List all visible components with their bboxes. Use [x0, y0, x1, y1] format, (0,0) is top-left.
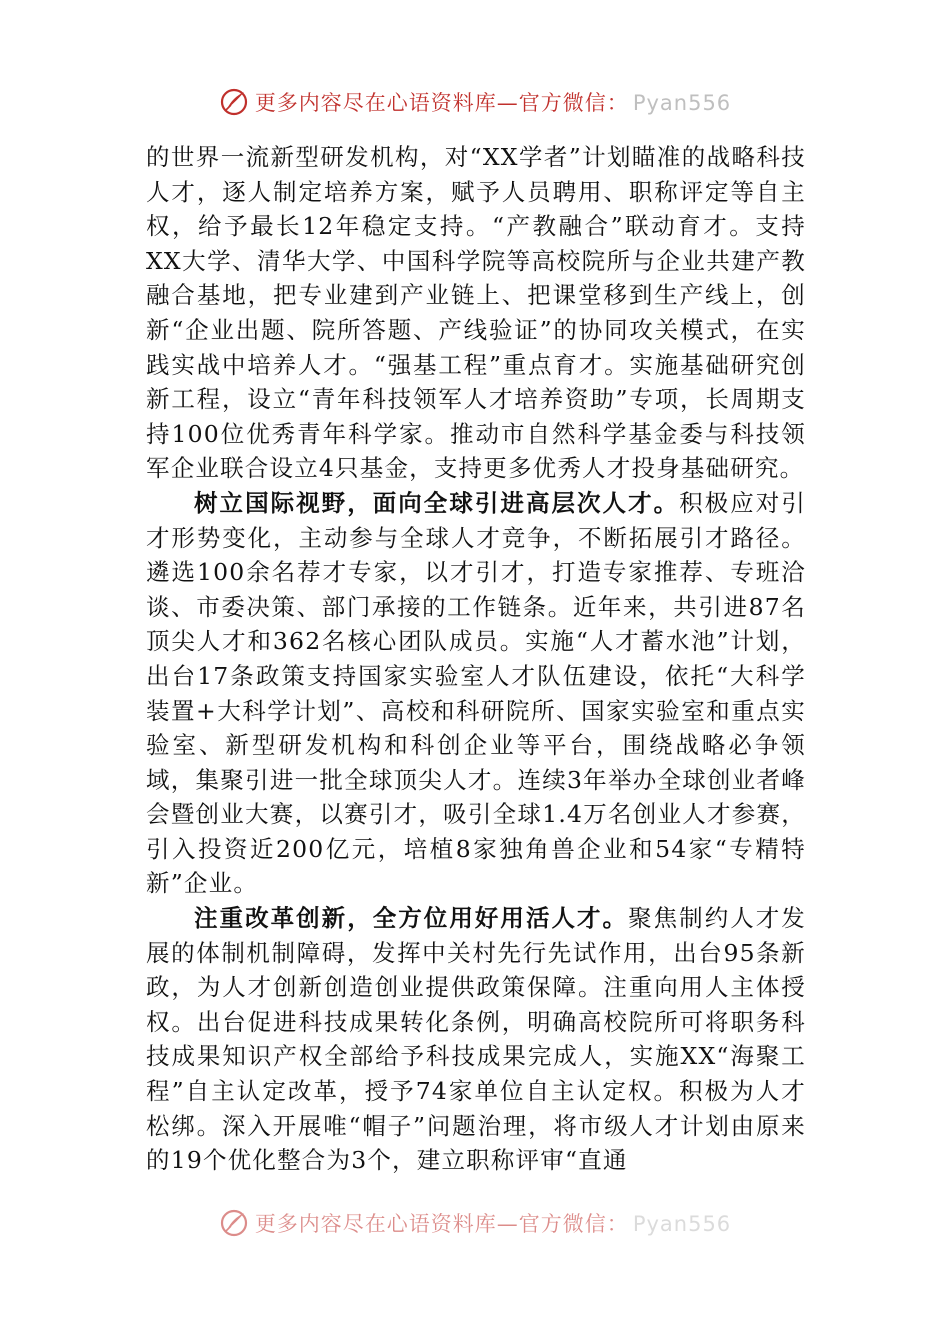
watermark-label: 更多内容尽在心语资料库—官方微信：	[254, 91, 629, 115]
watermark-code: Pyan556	[632, 91, 732, 115]
watermark-code-footer: Pyan556	[632, 1212, 732, 1236]
watermark-text	[255, 87, 731, 117]
watermark-footer	[0, 1203, 950, 1243]
feather-circle-icon	[219, 87, 249, 117]
paragraph-1-body: 的世界一流新型研发机构，对“XX学者”计划瞄准的战略科技人才，逐人制定培养方案，赋予人员聘用、职称评定等自主权，给予最长12年稳定支持。“产教融合”联动育才。支持XX大学、清华大学、中国科学院等高校院所与企业共建产教融合基地，把专业建到产业链上、把课堂移到生产线上，创新“企业出题、院所答题、产线验证”的协同攻关模式，在实践实战中培养人才。“强基工程”重点育才。实施基础研究创新工程，设立“青年科技领军人才培养资助”专项，长周期支持100位优秀青年科学家。推动市自然科学基金委与科技领军企业联合设立4只基金，支持更多优秀人才投身基础研究。	[146, 143, 806, 483]
watermark-header	[0, 82, 950, 122]
paragraph-3	[146, 901, 806, 1178]
paragraph-3-body: 聚焦制约人才发展的体制机制障碍，发挥中关村先行先试作用，出台95条新政，为人才创新创造创业提供政策保障。注重向用人主体授权。出台促进科技成果转化条例，明确高校院所可将职务科技成果知识产权全部给予科技成果完成人，实施XX“海聚工程”自主认定改革，授予74家单位自主认定权。积极为人才松绑。深入开展唯“帽子”问题治理，将市级人才计划由原来的19个优化整合为3个，建立职称评审“直通	[146, 904, 806, 1175]
document-body	[146, 140, 806, 1204]
watermark-text-footer	[255, 1208, 731, 1238]
paragraph-3-heading: 注重改革创新，全方位用好用活人才。	[194, 904, 629, 933]
paragraph-1	[146, 140, 806, 486]
feather-circle-icon	[219, 1208, 249, 1238]
paragraph-2-heading: 树立国际视野，面向全球引进高层次人才。	[194, 488, 680, 517]
paragraph-2	[146, 486, 806, 901]
paragraph-2-body: 积极应对引才形势变化，主动参与全球人才竞争，不断拓展引才路径。遴选100余名荐才专家，以才引才，打造专家推荐、专班洽谈、市委决策、部门承接的工作链条。近年来，共引进87名顶尖人才和362名核心团队成员。实施“人才蓄水池”计划，出台17条政策支持国家实验室人才队伍建设，依托“大科学装置+大科学计划”、高校和科研院所、国家实验室和重点实验室、新型研发机构和科创企业等平台，围绕战略必争领域，集聚引进一批全球顶尖人才。连续3年举办全球创业者峰会暨创业大赛，以赛引才，吸引全球1.4万名创业人才参赛，引入投资近200亿元，培植8家独角兽企业和54家“专精特新”企业。	[146, 488, 806, 898]
watermark-label-footer: 更多内容尽在心语资料库—官方微信：	[254, 1212, 629, 1236]
